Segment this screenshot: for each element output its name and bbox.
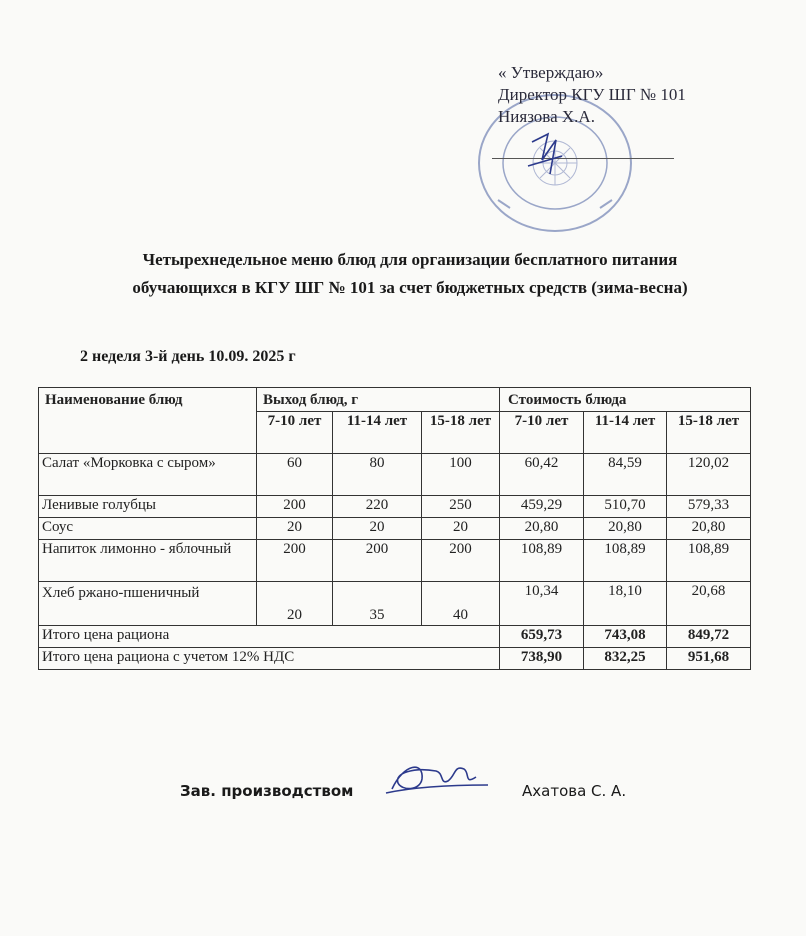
yield-cell: 250 xyxy=(422,496,500,518)
age-col-header: 15-18 лет xyxy=(422,412,500,454)
cost-cell: 18,10 xyxy=(584,582,667,626)
age-col-header: 11-14 лет xyxy=(333,412,422,454)
cost-cell: 579,33 xyxy=(667,496,751,518)
director-signature xyxy=(522,130,572,190)
cost-cell: 20,80 xyxy=(584,518,667,540)
cost-cell: 20,80 xyxy=(500,518,584,540)
menu-date: 2 неделя 3-й день 10.09. 2025 г xyxy=(80,348,296,365)
header-yield: Выход блюд, г xyxy=(257,388,500,412)
footer-position: Зав. производством xyxy=(180,782,354,800)
age-col-header: 7-10 лет xyxy=(500,412,584,454)
cost-cell: 84,59 xyxy=(584,454,667,496)
total-cost-cell: 743,08 xyxy=(584,626,667,648)
footer-name: Ахатова С. А. xyxy=(522,782,627,800)
yield-cell: 80 xyxy=(333,454,422,496)
cost-cell: 10,34 xyxy=(500,582,584,626)
yield-cell: 20 xyxy=(422,518,500,540)
cost-cell: 108,89 xyxy=(500,540,584,582)
yield-cell: 100 xyxy=(422,454,500,496)
total-cost-cell: 849,72 xyxy=(667,626,751,648)
dish-name: Ленивые голубцы xyxy=(39,496,257,518)
yield-cell: 200 xyxy=(422,540,500,582)
yield-cell: 200 xyxy=(257,496,333,518)
yield-cell: 200 xyxy=(257,540,333,582)
cost-cell: 510,70 xyxy=(584,496,667,518)
total-vat-cost-cell: 738,90 xyxy=(500,648,584,670)
yield-cell: 20 xyxy=(333,518,422,540)
header-dish-name: Наименование блюд xyxy=(39,388,257,454)
cost-cell: 20,68 xyxy=(667,582,751,626)
approval-block xyxy=(498,62,686,128)
dish-name: Хлеб ржано-пшеничный xyxy=(39,582,257,626)
cost-cell: 108,89 xyxy=(584,540,667,582)
age-col-header: 15-18 лет xyxy=(667,412,751,454)
yield-cell: 220 xyxy=(333,496,422,518)
approval-name: Ниязова Х.А. xyxy=(498,107,595,126)
production-manager-signature xyxy=(384,755,494,805)
menu-table xyxy=(38,387,751,670)
total-label: Итого цена рациона xyxy=(39,626,500,648)
total-vat-cost-cell: 832,25 xyxy=(584,648,667,670)
total-vat-row xyxy=(39,648,751,670)
dish-name: Салат «Морковка с сыром» xyxy=(39,454,257,496)
cost-cell: 20,80 xyxy=(667,518,751,540)
dish-name: Соус xyxy=(39,518,257,540)
signature-line xyxy=(492,158,674,159)
table-row xyxy=(39,518,751,540)
document-title xyxy=(70,246,750,302)
table-header-row xyxy=(39,388,751,412)
table-row xyxy=(39,540,751,582)
table-row xyxy=(39,454,751,496)
title-line-1: Четырехнедельное меню блюд для организации бесплатного питания xyxy=(142,250,678,269)
yield-cell: 35 xyxy=(333,582,422,626)
table-row xyxy=(39,582,751,626)
cost-cell: 108,89 xyxy=(667,540,751,582)
approval-title: « Утверждаю» xyxy=(498,63,604,82)
header-cost: Стоимость блюда xyxy=(500,388,751,412)
cost-cell: 459,29 xyxy=(500,496,584,518)
total-vat-label: Итого цена рациона с учетом 12% НДС xyxy=(39,648,500,670)
yield-cell: 40 xyxy=(422,582,500,626)
title-line-2: обучающихся в КГУ ШГ № 101 за счет бюджетных средств (зима-весна) xyxy=(132,278,688,297)
table-row xyxy=(39,496,751,518)
dish-name: Напиток лимонно - яблочный xyxy=(39,540,257,582)
total-cost-cell: 659,73 xyxy=(500,626,584,648)
age-col-header: 7-10 лет xyxy=(257,412,333,454)
cost-cell: 120,02 xyxy=(667,454,751,496)
yield-cell: 200 xyxy=(333,540,422,582)
age-col-header: 11-14 лет xyxy=(584,412,667,454)
yield-cell: 20 xyxy=(257,582,333,626)
yield-cell: 60 xyxy=(257,454,333,496)
total-row xyxy=(39,626,751,648)
approval-position: Директор КГУ ШГ № 101 xyxy=(498,85,686,104)
total-vat-cost-cell: 951,68 xyxy=(667,648,751,670)
cost-cell: 60,42 xyxy=(500,454,584,496)
yield-cell: 20 xyxy=(257,518,333,540)
